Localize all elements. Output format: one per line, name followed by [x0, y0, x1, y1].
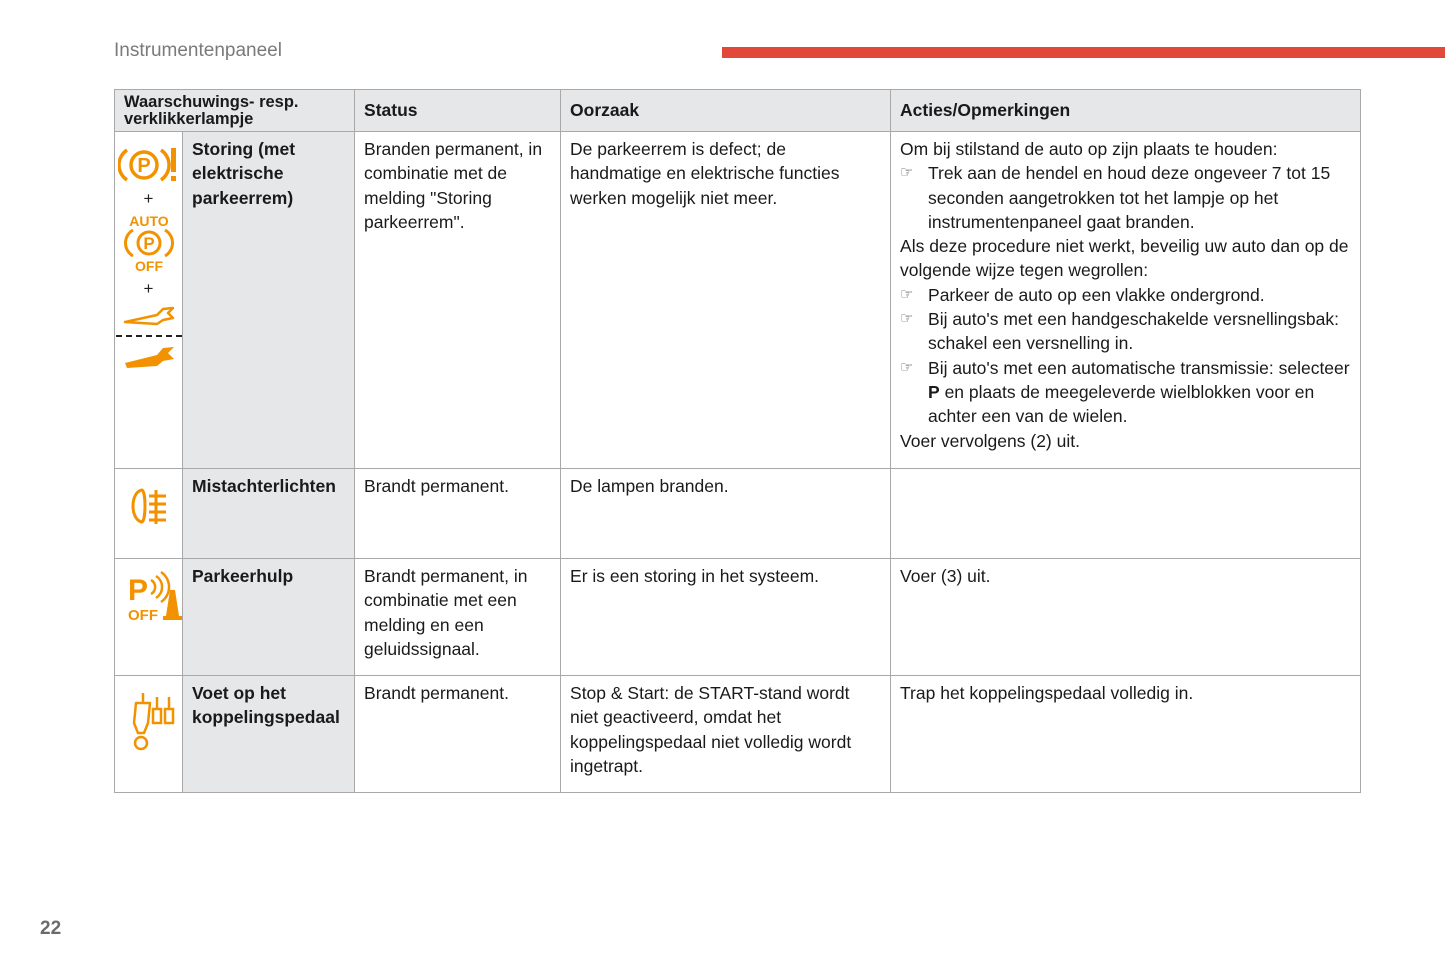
column-header-status: Status — [355, 90, 561, 132]
foot-on-clutch-pedal-icon — [124, 689, 180, 753]
actions-list — [900, 161, 1351, 234]
actions-intro: Om bij stilstand de auto op zijn plaats te houden: — [900, 139, 1278, 159]
actions-cell: Voer (3) uit. — [891, 559, 1361, 676]
parking-assist-off-icon — [124, 570, 184, 626]
dashed-separator — [116, 335, 182, 337]
table-header-row — [115, 90, 1361, 132]
lamp-name: Storing (met elektrische parkeerrem) — [183, 132, 355, 469]
actions-cell: Trap het koppelingspedaal volledig in. — [891, 676, 1361, 793]
section-title: Instrumentenpaneel — [114, 40, 282, 61]
plus-sign: + — [143, 279, 154, 298]
rear-fog-light-icon — [124, 482, 174, 532]
auto-parking-brake-off-icon — [121, 213, 177, 275]
pointing-hand-icon: ☞ — [900, 358, 914, 376]
cause-cell: Er is een storing in het systeem. — [561, 559, 891, 676]
parking-brake-warning-icon — [118, 145, 180, 185]
pointing-hand-icon: ☞ — [900, 285, 914, 303]
status-cell: Brandt permanent. — [355, 469, 561, 559]
parking-assist-off-label: OFF — [128, 607, 158, 624]
auto-label: AUTO — [128, 213, 169, 229]
pointing-hand-icon: ☞ — [900, 164, 914, 182]
off-label: OFF — [134, 258, 163, 274]
bullet-text: Bij auto's met een handgeschakelde versnellingsbak: schakel een versnelling in. — [928, 309, 1339, 354]
lamp-name: Parkeerhulp — [183, 559, 355, 676]
bullet-text: Parkeer de auto op een vlakke ondergrond. — [928, 284, 1265, 305]
service-wrench-solid-icon — [121, 343, 177, 369]
column-header-cause: Oorzaak — [561, 90, 891, 132]
actions-middle: Als deze procedure niet werkt, beveilig uw auto dan op de volgende wijze tegen wegrollen: — [900, 236, 1349, 281]
bullet-text: Trek aan de hendel en houd deze ongeveer 7 tot 15 seconden aangetrokken tot het lampje op het instrumentenpaneel gaat branden. — [928, 163, 1331, 232]
table-row — [115, 132, 1361, 469]
status-cell: Brandt permanent, in combinatie met een melding en een geluidssignaal. — [355, 559, 561, 676]
status-cell: Brandt permanent. — [355, 676, 561, 793]
parking-p-glyph: P — [136, 155, 151, 177]
actions-list — [900, 283, 1351, 429]
cause-cell: De lampen branden. — [561, 469, 891, 559]
cause-cell: De parkeerrem is defect; de handmatige en elektrische functies werken mogelijk niet meer. — [561, 132, 891, 469]
icon-cell — [115, 469, 183, 559]
bullet-text-pre: Bij auto's met een automatische transmissie: selecteer — [928, 357, 1350, 378]
bullet-text-bold: P — [928, 381, 940, 402]
column-header-lamp: Waarschuwings- resp. verklikkerlampje — [115, 90, 355, 132]
parking-assist-p-glyph: P — [128, 574, 149, 607]
page-number: 22 — [40, 918, 62, 939]
table-row — [115, 559, 1361, 676]
accent-bar — [722, 47, 1445, 58]
cause-cell: Stop & Start: de START-stand wordt niet geactiveerd, omdat het koppelingspedaal niet volledig wordt ingetrapt. — [561, 676, 891, 793]
actions-outro: Voer vervolgens (2) uit. — [900, 430, 1080, 451]
list-item — [900, 283, 1351, 307]
list-item — [900, 356, 1351, 429]
list-item — [900, 161, 1351, 234]
actions-cell — [891, 469, 1361, 559]
table-row — [115, 469, 1361, 559]
icon-cell — [115, 676, 183, 793]
icon-cell — [115, 132, 183, 469]
icon-cell — [115, 559, 183, 676]
list-item — [900, 307, 1351, 356]
auto-p-glyph: P — [142, 234, 155, 253]
lamp-name: Mistachterlichten — [183, 469, 355, 559]
bullet-text-post: en plaats de meegeleverde wielblokken voor en achter een van de wielen. — [928, 381, 1315, 427]
status-cell: Branden permanent, in combinatie met de melding "Storing parkeerrem". — [355, 132, 561, 469]
table-row — [115, 676, 1361, 793]
plus-sign: + — [143, 189, 154, 208]
actions-cell — [891, 132, 1361, 469]
warning-lamps-table — [114, 89, 1361, 793]
service-wrench-icon — [121, 303, 177, 329]
column-header-actions: Acties/Opmerkingen — [891, 90, 1361, 132]
lamp-name: Voet op het koppelingspedaal — [183, 676, 355, 793]
pointing-hand-icon: ☞ — [900, 310, 914, 328]
